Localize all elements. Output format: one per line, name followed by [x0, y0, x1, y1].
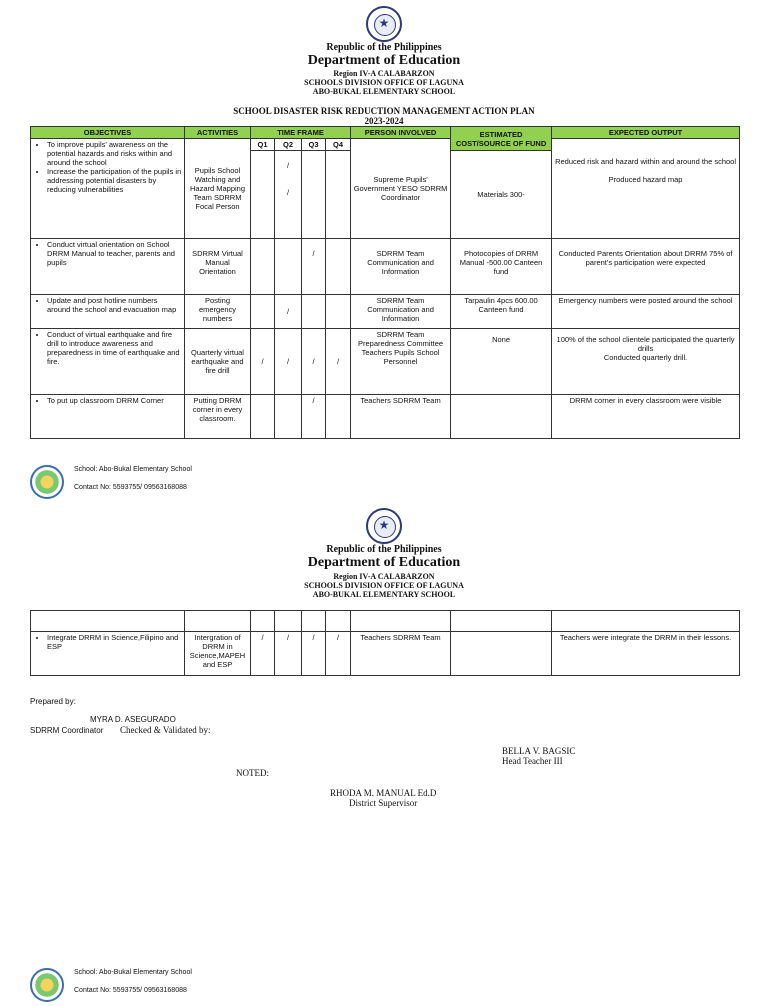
- row5-q1: [251, 395, 275, 439]
- header-objectives: OBJECTIVES: [31, 127, 185, 139]
- row6-output: Teachers were integrate the DRRM in their lessons.: [552, 632, 740, 676]
- row4-output: 100% of the school clientele participated the quarterly drills Conducted quarterly drill.: [552, 329, 740, 395]
- footer-school: School: Abo-Bukal Elementary School: [74, 466, 192, 473]
- department-title: Department of Education: [307, 555, 461, 570]
- row4-q3: /: [302, 329, 326, 395]
- row2-q4: [326, 239, 351, 295]
- department-title: Department of Education: [307, 53, 461, 68]
- plan-title: SCHOOL DISASTER RISK REDUCTION MANAGEMENT ACTION PLAN: [233, 106, 535, 116]
- row2-cost: Photocopies of DRRM Manual -500.00 Canteen fund: [451, 239, 552, 295]
- division-line: SCHOOLS DIVISION OFFICE OF LAGUNA: [304, 78, 464, 87]
- row6-objectives: [31, 632, 185, 676]
- noted-label: NOTED:: [236, 768, 269, 778]
- row3-objective-1: • Update and post hotline numbers around the school and evacuation map: [47, 296, 182, 314]
- footer-school: School: Abo-Bukal Elementary School: [74, 969, 192, 976]
- empty-cell: [275, 611, 302, 632]
- row1-output: Reduced risk and hazard within and around the school Produced hazard map: [552, 139, 740, 239]
- school-logo-icon: [30, 968, 64, 1002]
- row6-q2: /: [275, 632, 302, 676]
- checked-role: Head Teacher III: [502, 756, 563, 766]
- row1-cost: Materials 300-: [451, 151, 552, 239]
- row6-q1: /: [251, 632, 275, 676]
- header-q1: Q1: [251, 139, 275, 151]
- row3-activities: Posting emergency numbers: [185, 295, 251, 329]
- deped-seal-icon: ★: [366, 6, 402, 42]
- row4-q4: /: [326, 329, 351, 395]
- row6-q4: /: [326, 632, 351, 676]
- row5-objective-1: • To put up classroom DRRM Corner: [47, 396, 182, 405]
- division-line: SCHOOLS DIVISION OFFICE OF LAGUNA: [304, 581, 464, 590]
- row2-objective-1: • Conduct virtual orientation on School DRRM Manual to teacher, parents and pupils: [47, 240, 182, 267]
- row1-q2: / /: [275, 151, 302, 239]
- row6-q3: /: [302, 632, 326, 676]
- header-output: EXPECTED OUTPUT: [552, 127, 740, 139]
- header-q2: Q2: [275, 139, 302, 151]
- row3-objectives: [31, 295, 185, 329]
- row1-activities: Pupils School Watching and Hazard Mapping Team SDRRM Focal Person: [185, 139, 251, 239]
- row5-output: DRRM corner in every classroom were visible: [552, 395, 740, 439]
- row1-objectives: [31, 139, 185, 239]
- row4-objective-1: • Conduct of virtual earthquake and fire drill to introduce awareness and preparedness in time of earthquake and fire.: [47, 330, 182, 366]
- row1-q1: [251, 151, 275, 239]
- row4-q2: /: [275, 329, 302, 395]
- header-time-frame: TIME FRAME: [251, 127, 351, 139]
- header-persons: PERSON INVOLVED: [351, 127, 451, 139]
- republic-line: Republic of the Philippines: [326, 42, 442, 53]
- footer-contact: Contact No: 5593755/ 09563168088: [74, 484, 187, 491]
- row5-q3: /: [302, 395, 326, 439]
- row6-activities: Intergration of DRRM in Science,MAPEH and ESP: [185, 632, 251, 676]
- school-line: ABO-BUKAL ELEMENTARY SCHOOL: [312, 87, 456, 96]
- row1-persons: Supreme Pupils' Government YESO SDRRM Coordinator: [351, 139, 451, 239]
- row3-cost: Tarpaulin 4pcs 600.00 Canteen fund: [451, 295, 552, 329]
- row3-q1: [251, 295, 275, 329]
- row5-cost: [451, 395, 552, 439]
- row1-objective-2: • Increase the participation of the pupils in addressing potential disasters by reducing vulnerabilities: [47, 167, 182, 194]
- empty-cell: [351, 611, 451, 632]
- row2-q2: [275, 239, 302, 295]
- noted-name: RHODA M. MANUAL Ed.D: [330, 788, 437, 798]
- row5-objectives: [31, 395, 185, 439]
- row4-q1: /: [251, 329, 275, 395]
- row2-persons: SDRRM Team Communication and Information: [351, 239, 451, 295]
- row6-persons: Teachers SDRRM Team: [351, 632, 451, 676]
- row4-activities: Quarterly virtual earthquake and fire drill: [185, 329, 251, 395]
- prepared-name: MYRA D. ASEGURADO: [90, 715, 176, 724]
- row2-objectives: [31, 239, 185, 295]
- school-logo-icon: [30, 465, 64, 499]
- row3-q4: [326, 295, 351, 329]
- row3-persons: SDRRM Team Communication and Information: [351, 295, 451, 329]
- row5-q4: [326, 395, 351, 439]
- empty-cell: [251, 611, 275, 632]
- row6-objective-1: • Integrate DRRM in Science,Filipino and ESP: [47, 633, 182, 651]
- prepared-role: SDRRM Coordinator: [30, 726, 104, 735]
- row2-output: Conducted Parents Orientation about DRRM 75% of parent's participation were expected: [552, 239, 740, 295]
- row5-q2: [275, 395, 302, 439]
- empty-cell: [31, 611, 185, 632]
- row3-q2: /: [275, 295, 302, 329]
- row3-q3: [302, 295, 326, 329]
- row4-cost: None: [451, 329, 552, 395]
- row4-persons: SDRRM Team Preparedness Committee Teachers Pupils School Personnel: [351, 329, 451, 395]
- footer-contact: Contact No: 5593755/ 09563168088: [74, 987, 187, 994]
- republic-line: Republic of the Philippines: [326, 544, 442, 555]
- row5-persons: Teachers SDRRM Team: [351, 395, 451, 439]
- empty-cell: [302, 611, 326, 632]
- row1-q4: [326, 151, 351, 239]
- region-line: Region IV-A CALABARZON: [333, 69, 435, 78]
- empty-cell: [326, 611, 351, 632]
- empty-cell: [451, 611, 552, 632]
- action-plan-table: [30, 126, 740, 439]
- empty-cell: [185, 611, 251, 632]
- header-q3: Q3: [302, 139, 326, 151]
- action-plan-table-continued: [30, 610, 740, 676]
- school-line: ABO-BUKAL ELEMENTARY SCHOOL: [312, 590, 456, 599]
- checked-name: BELLA V. BAGSIC: [502, 746, 576, 756]
- prepared-label: Prepared by:: [30, 697, 76, 706]
- row5-activities: Putting DRRM corner in every classroom.: [185, 395, 251, 439]
- row1-objective-1: • To improve pupils' awareness on the potential hazards and risks within and around the school: [47, 140, 182, 167]
- plan-year: 2023-2024: [364, 116, 404, 126]
- row1-q3: [302, 151, 326, 239]
- empty-cell: [552, 611, 740, 632]
- row4-objectives: [31, 329, 185, 395]
- row6-cost: [451, 632, 552, 676]
- deped-seal-icon: ★: [366, 508, 402, 544]
- noted-role: District Supervisor: [349, 798, 418, 808]
- region-line: Region IV-A CALABARZON: [333, 572, 435, 581]
- header-activities: ACTIVITIES: [185, 127, 251, 139]
- checked-label: Checked & Validated by:: [120, 725, 211, 735]
- row2-q3: /: [302, 239, 326, 295]
- header-cost: ESTIMATED COST/SOURCE OF FUND: [451, 127, 552, 151]
- row3-output: Emergency numbers were posted around the school: [552, 295, 740, 329]
- row2-activities: SDRRM Virtual Manual Orientation: [185, 239, 251, 295]
- header-q4: Q4: [326, 139, 351, 151]
- row2-q1: [251, 239, 275, 295]
